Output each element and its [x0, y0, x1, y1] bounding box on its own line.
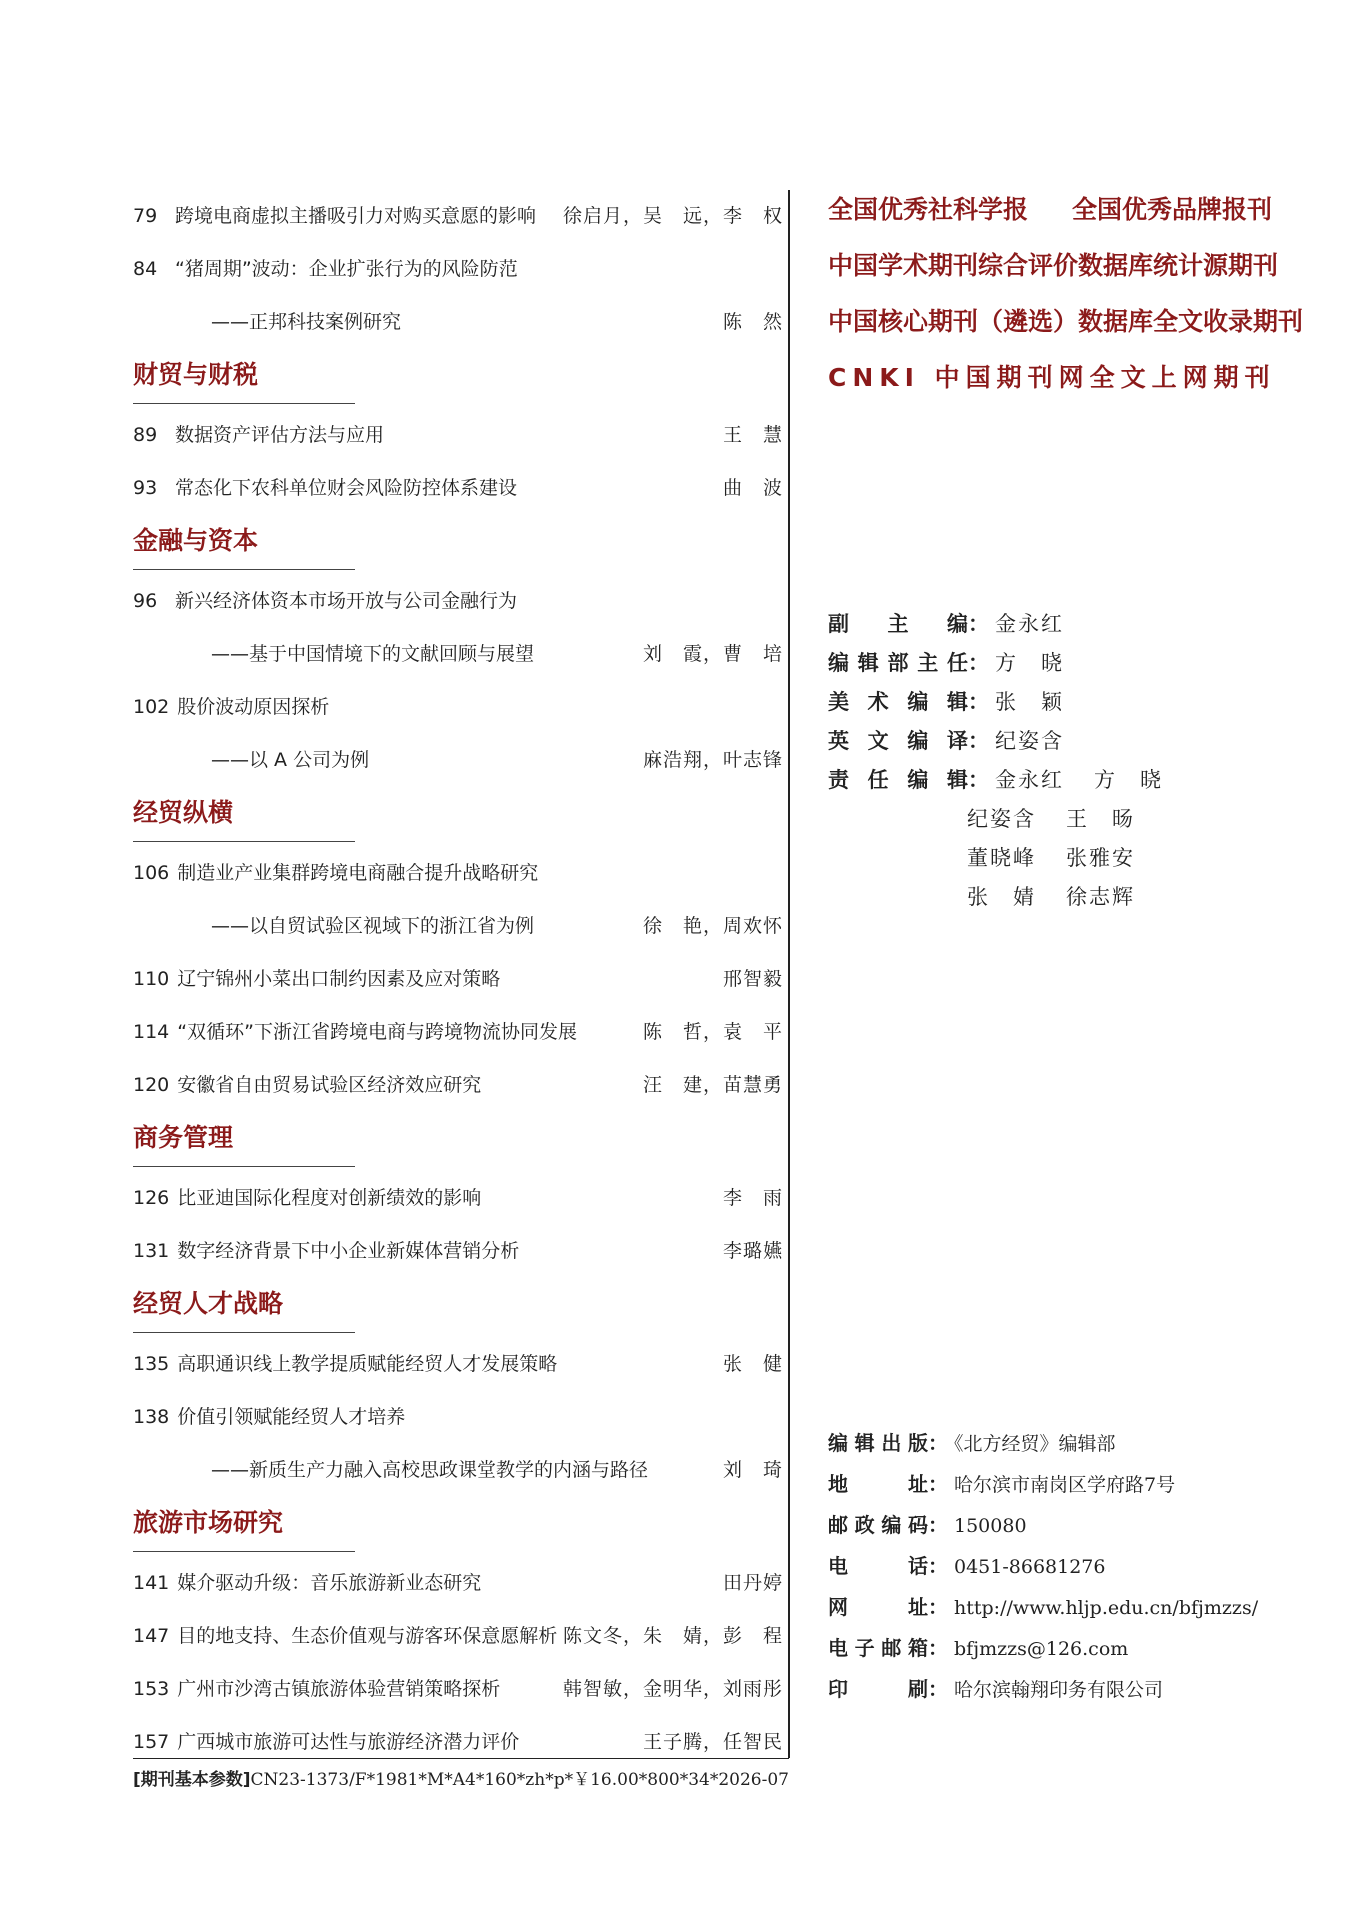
article-title: ——以自贸试验区视域下的浙江省为例	[211, 915, 535, 937]
staff-name: 金永红	[995, 768, 1064, 792]
colon: ：	[928, 1554, 948, 1578]
colon: ：	[968, 768, 989, 792]
article-title: 广州市沙湾古镇旅游体验营销策略探析	[177, 1678, 501, 1700]
publisher-info-row	[828, 1588, 1258, 1629]
section-header	[133, 521, 783, 581]
article-title: 目的地支持、生态价值观与游客环保意愿解析	[177, 1625, 558, 1647]
article-title: 安徽省自由贸易试验区经济效应研究	[177, 1074, 482, 1096]
article-authors: 王子腾，任智民	[642, 1731, 783, 1753]
page-number: 93	[133, 477, 158, 499]
colon: ：	[968, 729, 989, 753]
honor-line	[828, 190, 1303, 246]
colon: ：	[968, 690, 989, 714]
section-title: 财贸与财税	[133, 360, 259, 389]
article-authors: 王 慧	[722, 424, 783, 446]
article-title: 新兴经济体资本市场开放与公司金融行为	[175, 590, 518, 612]
article-authors: 麻浩翔，叶志锋	[642, 749, 783, 771]
toc-entry	[133, 1616, 783, 1669]
article-authors: 汪 建，苗慧勇	[642, 1074, 783, 1096]
article-title: 媒介驱动升级：音乐旅游新业态研究	[177, 1572, 482, 1594]
publisher-info-row	[828, 1629, 1258, 1670]
staff-row	[828, 879, 1163, 918]
section-header	[133, 1503, 783, 1563]
toc-entry	[133, 1012, 783, 1065]
page-number: 120	[133, 1074, 170, 1096]
toc-entry	[133, 1178, 783, 1231]
honor-line	[828, 358, 1303, 414]
publisher-info-value: http://www.hljp.edu.cn/bfjmzzs/	[954, 1597, 1259, 1619]
publisher-info	[828, 1424, 1258, 1711]
page-number: 84	[133, 258, 158, 280]
section-rule	[133, 1551, 355, 1552]
honor-text: 中国学术期刊综合评价数据库统计源期刊	[828, 251, 1279, 280]
publisher-info-label: 邮政编码	[828, 1513, 928, 1537]
toc-subtitle-row	[133, 1450, 783, 1503]
publisher-info-label: 电子邮箱	[828, 1636, 928, 1660]
toc-entry	[133, 687, 783, 740]
toc-entry	[133, 1397, 783, 1450]
toc-entry	[133, 1669, 783, 1722]
toc-entry	[133, 853, 783, 906]
section-rule	[133, 1332, 355, 1333]
colon: ：	[928, 1677, 948, 1701]
article-authors: 徐 艳，周欢怀	[642, 915, 783, 937]
article-authors: 邢智毅	[722, 968, 783, 990]
staff-row	[828, 801, 1163, 840]
toc-entry	[133, 196, 783, 249]
honor-line	[828, 302, 1303, 358]
staff-name: 张 婧	[967, 885, 1036, 909]
page-number: 138	[133, 1406, 170, 1428]
section-title: 金融与资本	[133, 526, 259, 555]
section-title: 经贸人才战略	[133, 1289, 284, 1318]
toc-entry	[133, 1231, 783, 1284]
publisher-info-row	[828, 1465, 1258, 1506]
article-authors: 陈文冬，朱 婧，彭 程	[562, 1625, 783, 1647]
article-authors: 张 健	[722, 1353, 783, 1375]
article-title: 股价波动原因探析	[177, 696, 330, 718]
article-title: 比亚迪国际化程度对创新绩效的影响	[177, 1187, 482, 1209]
section-rule	[133, 569, 355, 570]
publisher-info-value: 150080	[954, 1515, 1027, 1537]
page-number: 131	[133, 1240, 170, 1262]
honor-text: CNKI 中国期刊网全文上网期刊	[828, 363, 1276, 392]
toc-entry	[133, 1065, 783, 1118]
page-number: 106	[133, 862, 170, 884]
staff-row	[828, 606, 1163, 645]
journal-parameters-label: [期刊基本参数]	[133, 1770, 251, 1790]
article-authors: 李 雨	[722, 1187, 783, 1209]
publisher-info-value: 哈尔滨翰翔印务有限公司	[954, 1679, 1164, 1701]
article-title: 辽宁锦州小菜出口制约因素及应对策略	[177, 968, 501, 990]
article-title: 高职通识线上教学提质赋能经贸人才发展策略	[177, 1353, 558, 1375]
article-title: 数据资产评估方法与应用	[175, 424, 385, 446]
page-number: 153	[133, 1678, 170, 1700]
article-title: 广西城市旅游可达性与旅游经济潜力评价	[177, 1731, 520, 1753]
article-authors: 李璐嬿	[722, 1240, 783, 1262]
article-title: 常态化下农科单位财会风险防控体系建设	[175, 477, 518, 499]
staff-name: 纪姿含	[967, 807, 1036, 831]
journal-parameters	[133, 1765, 789, 1790]
publisher-info-label: 网址	[828, 1595, 928, 1619]
staff-label: 编辑部主任	[828, 651, 968, 675]
staff-row	[828, 684, 1163, 723]
publisher-info-label: 电话	[828, 1554, 928, 1578]
colon: ：	[928, 1472, 948, 1496]
publisher-info-row	[828, 1424, 1258, 1465]
article-title: ——新质生产力融入高校思政课堂教学的内涵与路径	[211, 1459, 649, 1481]
staff-name: 方 晓	[995, 651, 1064, 675]
article-title: 制造业产业集群跨境电商融合提升战略研究	[177, 862, 539, 884]
publisher-info-value: 《北方经贸》编辑部	[954, 1433, 1116, 1455]
article-authors: 曲 波	[722, 477, 783, 499]
colon: ：	[928, 1513, 948, 1537]
section-header	[133, 1118, 783, 1178]
colon: ：	[928, 1431, 948, 1455]
section-header	[133, 793, 783, 853]
page-number: 157	[133, 1731, 170, 1753]
toc-entry	[133, 468, 783, 521]
staff-row	[828, 645, 1163, 684]
editorial-staff	[828, 606, 1163, 918]
staff-name: 纪姿含	[995, 729, 1064, 753]
staff-label: 副主编	[828, 612, 968, 636]
toc-entry	[133, 249, 783, 302]
section-header	[133, 1284, 783, 1344]
publisher-info-value: 哈尔滨市南岗区学府路7号	[954, 1474, 1176, 1496]
honor-text: 全国优秀社科学报	[828, 195, 1029, 224]
section-title: 商务管理	[133, 1123, 234, 1152]
page-number: 96	[133, 590, 158, 612]
toc-entry	[133, 1563, 783, 1616]
honor-line	[828, 246, 1303, 302]
section-rule	[133, 841, 355, 842]
article-title: ——正邦科技案例研究	[211, 311, 402, 333]
page-number: 102	[133, 696, 170, 718]
article-title: 数字经济背景下中小企业新媒体营销分析	[177, 1240, 520, 1262]
article-title: 价值引领赋能经贸人才培养	[177, 1406, 406, 1428]
page-number: 126	[133, 1187, 170, 1209]
page-number: 89	[133, 424, 158, 446]
honor-text: 全国优秀品牌报刊	[1072, 195, 1273, 224]
article-title: “双循环”下浙江省跨境电商与跨境物流协同发展	[177, 1021, 577, 1043]
toc-entry	[133, 959, 783, 1012]
publisher-info-row	[828, 1670, 1258, 1711]
article-authors: 刘 霞，曹 培	[642, 643, 783, 665]
page-number: 114	[133, 1021, 170, 1043]
staff-name: 金永红	[995, 612, 1064, 636]
section-rule	[133, 403, 355, 404]
colon: ：	[968, 612, 989, 636]
staff-label: 美术编辑	[828, 690, 968, 714]
section-title: 经贸纵横	[133, 798, 234, 827]
article-authors: 陈 然	[722, 311, 783, 333]
article-authors: 徐启月，吴 远，李 权	[562, 205, 783, 227]
colon: ：	[928, 1636, 948, 1660]
page-number: 79	[133, 205, 158, 227]
column-divider	[788, 190, 790, 1758]
staff-name: 方 晓	[1094, 768, 1163, 792]
page-number: 147	[133, 1625, 170, 1647]
staff-name: 王 旸	[1066, 807, 1135, 831]
staff-row	[828, 762, 1163, 801]
publisher-info-row	[828, 1506, 1258, 1547]
article-title: ——基于中国情境下的文献回顾与展望	[211, 643, 535, 665]
toc-subtitle-row	[133, 302, 783, 355]
toc-subtitle-row	[133, 740, 783, 793]
toc-entry	[133, 581, 783, 634]
staff-name: 徐志辉	[1066, 885, 1135, 909]
section-title: 旅游市场研究	[133, 1508, 284, 1537]
toc-entry	[133, 1344, 783, 1397]
section-header	[133, 355, 783, 415]
publisher-info-label: 编辑出版	[828, 1431, 928, 1455]
toc-entry	[133, 415, 783, 468]
page-number: 110	[133, 968, 170, 990]
article-authors: 韩智敏，金明华，刘雨彤	[562, 1678, 783, 1700]
honor-text: 中国核心期刊（遴选）数据库全文收录期刊	[828, 307, 1304, 336]
publisher-info-value: bfjmzzs@126.com	[954, 1638, 1129, 1660]
article-authors: 刘 琦	[722, 1459, 783, 1481]
staff-name: 董晓峰	[967, 846, 1036, 870]
article-authors: 陈 哲，袁 平	[642, 1021, 783, 1043]
staff-name: 张雅安	[1066, 846, 1135, 870]
staff-label: 英文编译	[828, 729, 968, 753]
page-number: 135	[133, 1353, 170, 1375]
staff-row	[828, 723, 1163, 762]
journal-honors	[828, 190, 1303, 414]
toc-subtitle-row	[133, 634, 783, 687]
colon: ：	[928, 1595, 948, 1619]
staff-row	[828, 840, 1163, 879]
article-title: “猪周期”波动：企业扩张行为的风险防范	[175, 258, 518, 280]
toc-bottom-rule	[133, 1758, 789, 1759]
page-number: 141	[133, 1572, 170, 1594]
colon: ：	[968, 651, 989, 675]
toc-subtitle-row	[133, 906, 783, 959]
article-authors: 田丹婷	[722, 1572, 783, 1594]
table-of-contents	[133, 196, 783, 1775]
section-rule	[133, 1166, 355, 1167]
staff-label: 责任编辑	[828, 768, 968, 792]
staff-name: 张 颖	[995, 690, 1064, 714]
article-title: 跨境电商虚拟主播吸引力对购买意愿的影响	[175, 205, 537, 227]
publisher-info-label: 地址	[828, 1472, 928, 1496]
article-title: ——以 A 公司为例	[211, 749, 370, 771]
publisher-info-row	[828, 1547, 1258, 1588]
publisher-info-label: 印刷	[828, 1677, 928, 1701]
publisher-info-value: 0451-86681276	[954, 1556, 1106, 1578]
journal-parameters-value: CN23-1373/F*1981*M*A4*160*zh*p*￥16.00*800*34*2026-07	[250, 1770, 789, 1790]
